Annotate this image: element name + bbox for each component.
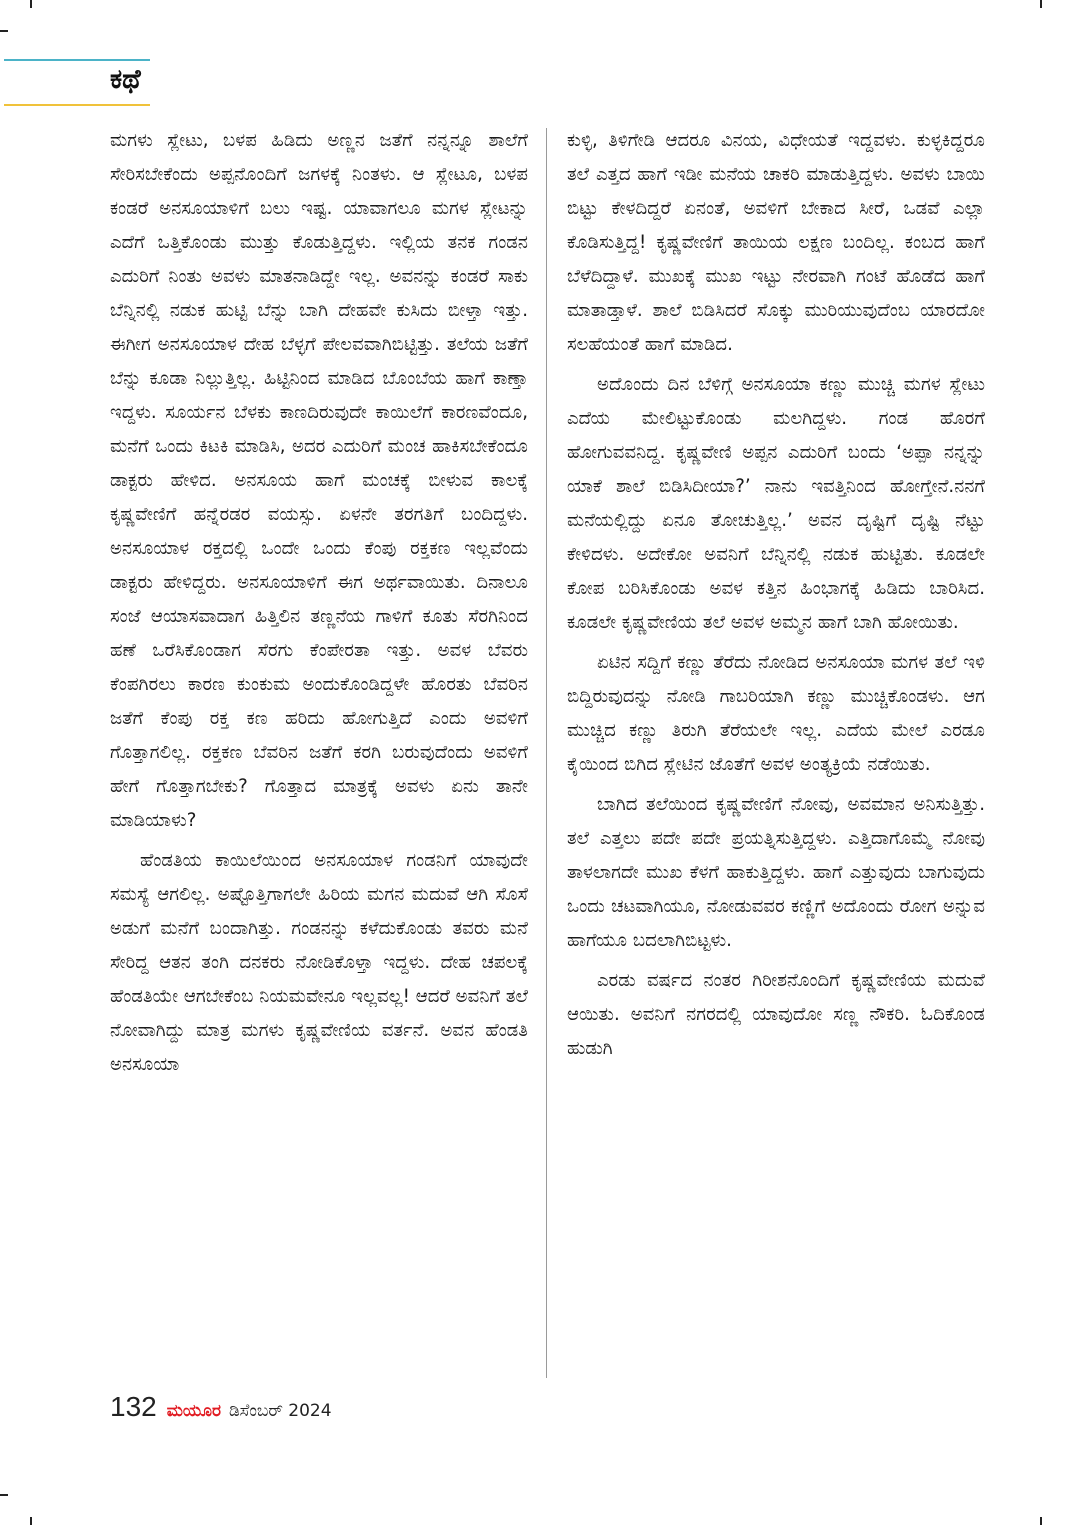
section-title: ಕಥೆ xyxy=(110,64,141,95)
column-divider xyxy=(546,128,547,1378)
right-column xyxy=(567,124,985,1066)
crop-mark xyxy=(30,1517,32,1525)
paragraph: ಅದೊಂದು ದಿನ ಬೆಳಿಗ್ಗೆ ಅನಸೂಯಾ ಕಣ್ಣು ಮುಚ್ಚಿ ಮಗಳ ಸ್ಲೇಟು ಎದೆಯ ಮೇಲಿಟ್ಟುಕೊಂಡು ಮಲಗಿದ್ದಳು. ಗಂಡ ಹೊರಗೆ ಹೋಗುವವನಿದ್ದ. ಕೃಷ್ಣವೇಣಿ ಅಪ್ಪನ ಎದುರಿಗೆ ಬಂದು ‘ಅಪ್ಪಾ ನನ್ನನ್ನು ಯಾಕೆ ಶಾಲೆ ಬಿಡಿಸಿದೀಯಾ?’ ನಾನು ಇವತ್ತಿನಿಂದ ಹೋಗ್ತೇನೆ.ನನಗೆ ಮನೆಯಲ್ಲಿದ್ದು ಏನೂ ತೋಚುತ್ತಿಲ್ಲ.’ ಅವನ ದೃಷ್ಟಿಗೆ ದೃಷ್ಟಿ ನೆಟ್ಟು ಕೇಳಿದಳು. ಅದೇಕೋ ಅವನಿಗೆ ಬೆನ್ನಿನಲ್ಲಿ ನಡುಕ ಹುಟ್ಟಿತು. ಕೂಡಲೇ ಕೋಪ ಬರಿಸಿಕೊಂಡು ಅವಳ ಕತ್ತಿನ ಹಿಂಭಾಗಕ್ಕೆ ಹಿಡಿದು ಬಾರಿಸಿದ. ಕೂಡಲೇ ಕೃಷ್ಣವೇಣಿಯ ತಲೆ ಅವಳ ಅಮ್ಮನ ಹಾಗೆ ಬಾಗಿ ಹೋಯಿತು. xyxy=(567,374,985,633)
page-footer xyxy=(110,1391,332,1431)
section-rule-top xyxy=(4,59,150,61)
paragraph: ಏಟಿನ ಸದ್ದಿಗೆ ಕಣ್ಣು ತೆರೆದು ನೋಡಿದ ಅನಸೂಯಾ ಮಗಳ ತಲೆ ಇಳಿ ಬಿದ್ದಿರುವುದನ್ನು ನೋಡಿ ಗಾಬರಿಯಾಗಿ ಕಣ್ಣು ಮುಚ್ಚಿಕೊಂಡಳು. ಆಗ ಮುಚ್ಚಿದ ಕಣ್ಣು ತಿರುಗಿ ತೆರೆಯಲೇ ಇಲ್ಲ. ಎದೆಯ ಮೇಲೆ ಎರಡೂ ಕೈಯಿಂದ ಬಿಗಿದ ಸ್ಲೇಟಿನ ಜೊತೆಗೆ ಅವಳ ಅಂತ್ಯಕ್ರಿಯೆ ನಡೆಯಿತು. xyxy=(567,652,985,775)
left-column xyxy=(110,124,528,1082)
paragraph: ಎರಡು ವರ್ಷದ ನಂತರ ಗಿರೀಶನೊಂದಿಗೆ ಕೃಷ್ಣವೇಣಿಯ ಮದುವೆ ಆಯಿತು. ಅವನಿಗೆ ನಗರದಲ್ಲಿ ಯಾವುದೋ ಸಣ್ಣ ನೌಕರಿ. ಓದಿಕೊಂಡ ಹುಡುಗಿ xyxy=(567,970,985,1059)
paragraph: ಮಗಳು ಸ್ಲೇಟು, ಬಳಪ ಹಿಡಿದು ಅಣ್ಣನ ಜತೆಗೆ ನನ್ನನ್ನೂ ಶಾಲೆಗೆ ಸೇರಿಸಬೇಕೆಂದು ಅಪ್ಪನೊಂದಿಗೆ ಜಗಳಕ್ಕೆ ನಿಂತಳು. ಆ ಸ್ಲೇಟೂ, ಬಳಪ ಕಂಡರೆ ಅನಸೂಯಾಳಿಗೆ ಬಲು ಇಷ್ಟ. ಯಾವಾಗಲೂ ಮಗಳ ಸ್ಲೇಟನ್ನು ಎದೆಗೆ ಒತ್ತಿಕೊಂಡು ಮುತ್ತು ಕೊಡುತ್ತಿದ್ದಳು. ಇಲ್ಲಿಯ ತನಕ ಗಂಡನ ಎದುರಿಗೆ ನಿಂತು ಅವಳು ಮಾತನಾಡಿದ್ದೇ ಇಲ್ಲ. ಅವನನ್ನು ಕಂಡರೆ ಸಾಕು ಬೆನ್ನಿನಲ್ಲಿ ನಡುಕ ಹುಟ್ಟಿ ಬೆನ್ನು ಬಾಗಿ ದೇಹವೇ ಕುಸಿದು ಬೀಳ್ತಾ ಇತ್ತು. ಈಗೀಗ ಅನಸೂಯಾಳ ದೇಹ ಬೆಳ್ಳಗೆ ಪೇಲವವಾಗಿಬಿಟ್ಟಿತ್ತು. ತಲೆಯ ಜತೆಗೆ ಬೆನ್ನು ಕೂಡಾ ನಿಲ್ಲುತ್ತಿಲ್ಲ. ಹಿಟ್ಟಿನಿಂದ ಮಾಡಿದ ಬೊಂಬೆಯ ಹಾಗೆ ಕಾಣ್ತಾ ಇದ್ದಳು. ಸೂರ್ಯನ ಬೆಳಕು ಕಾಣದಿರುವುದೇ ಕಾಯಿಲೆಗೆ ಕಾರಣವೆಂದೂ, ಮನೆಗೆ ಒಂದು ಕಿಟಕಿ ಮಾಡಿಸಿ, ಅದರ ಎದುರಿಗೆ ಮಂಚ ಹಾಕಿಸಬೇಕೆಂದೂ ಡಾಕ್ಟರು ಹೇಳಿದ. ಅನಸೂಯ ಹಾಗೆ ಮಂಚಕ್ಕೆ ಬೀಳುವ ಕಾಲಕ್ಕೆ ಕೃಷ್ಣವೇಣಿಗೆ ಹನ್ನೆರಡರ ವಯಸ್ಸು. ಏಳನೇ ತರಗತಿಗೆ ಬಂದಿದ್ದಳು. ಅನಸೂಯಾಳ ರಕ್ತದಲ್ಲಿ ಒಂದೇ ಒಂದು ಕೆಂಪು ರಕ್ತಕಣ ಇಲ್ಲವೆಂದು ಡಾಕ್ಟರು ಹೇಳಿದ್ದರು. ಅನಸೂಯಾಳಿಗೆ ಈಗ ಅರ್ಥವಾಯಿತು. ದಿನಾಲೂ ಸಂಜೆ ಆಯಾಸವಾದಾಗ ಹಿತ್ತಿಲಿನ ತಣ್ಣನೆಯ ಗಾಳಿಗೆ ಕೂತು ಸೆರಗಿನಿಂದ ಹಣೆ ಒರೆಸಿಕೊಂಡಾಗ ಸೆರಗು ಕೆಂಪೇರತಾ ಇತ್ತು. ಅವಳ ಬೆವರು ಕೆಂಪಗಿರಲು ಕಾರಣ ಕುಂಕುಮ ಅಂದುಕೊಂಡಿದ್ದಳೇ ಹೊರತು ಬೆವರಿನ ಜತೆಗೆ ಕೆಂಪು ರಕ್ತ ಕಣ ಹರಿದು ಹೋಗುತ್ತಿದೆ ಎಂದು ಅವಳಿಗೆ ಗೊತ್ತಾಗಲಿಲ್ಲ. ರಕ್ತಕಣ ಬೆವರಿನ ಜತೆಗೆ ಕರಗಿ ಬರುವುದೆಂದು ಅವಳಿಗೆ ಹೇಗೆ ಗೊತ್ತಾಗಬೇಕು? ಗೊತ್ತಾದ ಮಾತ್ರಕ್ಕೆ ಅವಳು ಏನು ತಾನೇ ಮಾಡಿಯಾಳು? xyxy=(110,130,528,831)
paragraph: ಬಾಗಿದ ತಲೆಯಿಂದ ಕೃಷ್ಣವೇಣಿಗೆ ನೋವು, ಅವಮಾನ ಅನಿಸುತ್ತಿತ್ತು. ತಲೆ ಎತ್ತಲು ಪದೇ ಪದೇ ಪ್ರಯತ್ನಿಸುತ್ತಿದ್ದಳು. ಎತ್ತಿದಾಗೊಮ್ಮೆ ನೋವು ತಾಳಲಾಗದೇ ಮುಖ ಕೆಳಗೆ ಹಾಕುತ್ತಿದ್ದಳು. ಹಾಗೆ ಎತ್ತುವುದು ಬಾಗುವುದು ಒಂದು ಚಟವಾಗಿಯೂ, ನೋಡುವವರ ಕಣ್ಣಿಗೆ ಅದೊಂದು ರೋಗ ಅನ್ನುವ ಹಾಗೆಯೂ ಬದಲಾಗಿಬಿಟ್ಟಳು. xyxy=(567,794,985,951)
crop-mark xyxy=(1040,0,1042,8)
section-rule-bottom xyxy=(4,104,150,106)
magazine-logo: ಮಯೂರ xyxy=(166,1401,221,1421)
crop-mark xyxy=(30,0,32,8)
crop-mark xyxy=(0,1494,8,1496)
issue-date: ಡಿಸೆಂಬರ್ 2024 xyxy=(228,1401,332,1421)
paragraph: ಹೆಂಡತಿಯ ಕಾಯಿಲೆಯಿಂದ ಅನಸೂಯಾಳ ಗಂಡನಿಗೆ ಯಾವುದೇ ಸಮಸ್ಯೆ ಆಗಲಿಲ್ಲ. ಅಷ್ಟೊತ್ತಿಗಾಗಲೇ ಹಿರಿಯ ಮಗನ ಮದುವೆ ಆಗಿ ಸೊಸೆ ಅಡುಗೆ ಮನೆಗೆ ಬಂದಾಗಿತ್ತು. ಗಂಡನನ್ನು ಕಳೆದುಕೊಂಡು ತವರು ಮನೆ ಸೇರಿದ್ದ ಆತನ ತಂಗಿ ದನಕರು ನೋಡಿಕೊಳ್ತಾ ಇದ್ದಳು. ದೇಹ ಚಪಲಕ್ಕೆ ಹೆಂಡತಿಯೇ ಆಗಬೇಕೆಂಬ ನಿಯಮವೇನೂ ಇಲ್ಲವಲ್ಲ! ಆದರೆ ಅವನಿಗೆ ತಲೆ ನೋವಾಗಿದ್ದು ಮಾತ್ರ ಮಗಳು ಕೃಷ್ಣವೇಣಿಯ ವರ್ತನೆ. ಅವನ ಹೆಂಡತಿ ಅನಸೂಯಾ xyxy=(110,850,528,1075)
paragraph: ಕುಳ್ಳಿ, ತಿಳಿಗೇಡಿ ಆದರೂ ವಿನಯ, ವಿಧೇಯತೆ ಇದ್ದವಳು. ಕುಳ್ಳಕಿದ್ದರೂ ತಲೆ ಎತ್ತದ ಹಾಗೆ ಇಡೀ ಮನೆಯ ಚಾಕರಿ ಮಾಡುತ್ತಿದ್ದಳು. ಅವಳು ಬಾಯಿ ಬಿಟ್ಟು ಕೇಳದಿದ್ದರೆ ಏನಂತೆ, ಅವಳಿಗೆ ಬೇಕಾದ ಸೀರೆ, ಒಡವೆ ಎಲ್ಲಾ ಕೊಡಿಸುತ್ತಿದ್ದ! ಕೃಷ್ಣವೇಣಿಗೆ ತಾಯಿಯ ಲಕ್ಷಣ ಬಂದಿಲ್ಲ. ಕಂಬದ ಹಾಗೆ ಬೆಳೆದಿದ್ದಾಳೆ. ಮುಖಕ್ಕೆ ಮುಖ ಇಟ್ಟು ನೇರವಾಗಿ ಗಂಟೆ ಹೊಡೆದ ಹಾಗೆ ಮಾತಾಡ್ತಾಳೆ. ಶಾಲೆ ಬಿಡಿಸಿದರೆ ಸೊಕ್ಕು ಮುರಿಯುವುದೆಂಬ ಯಾರದೋ ಸಲಹೆಯಂತೆ ಹಾಗೆ ಮಾಡಿದ. xyxy=(567,130,985,355)
page-number: 132 xyxy=(110,1391,157,1422)
crop-mark xyxy=(0,30,8,32)
crop-mark xyxy=(1040,1517,1042,1525)
